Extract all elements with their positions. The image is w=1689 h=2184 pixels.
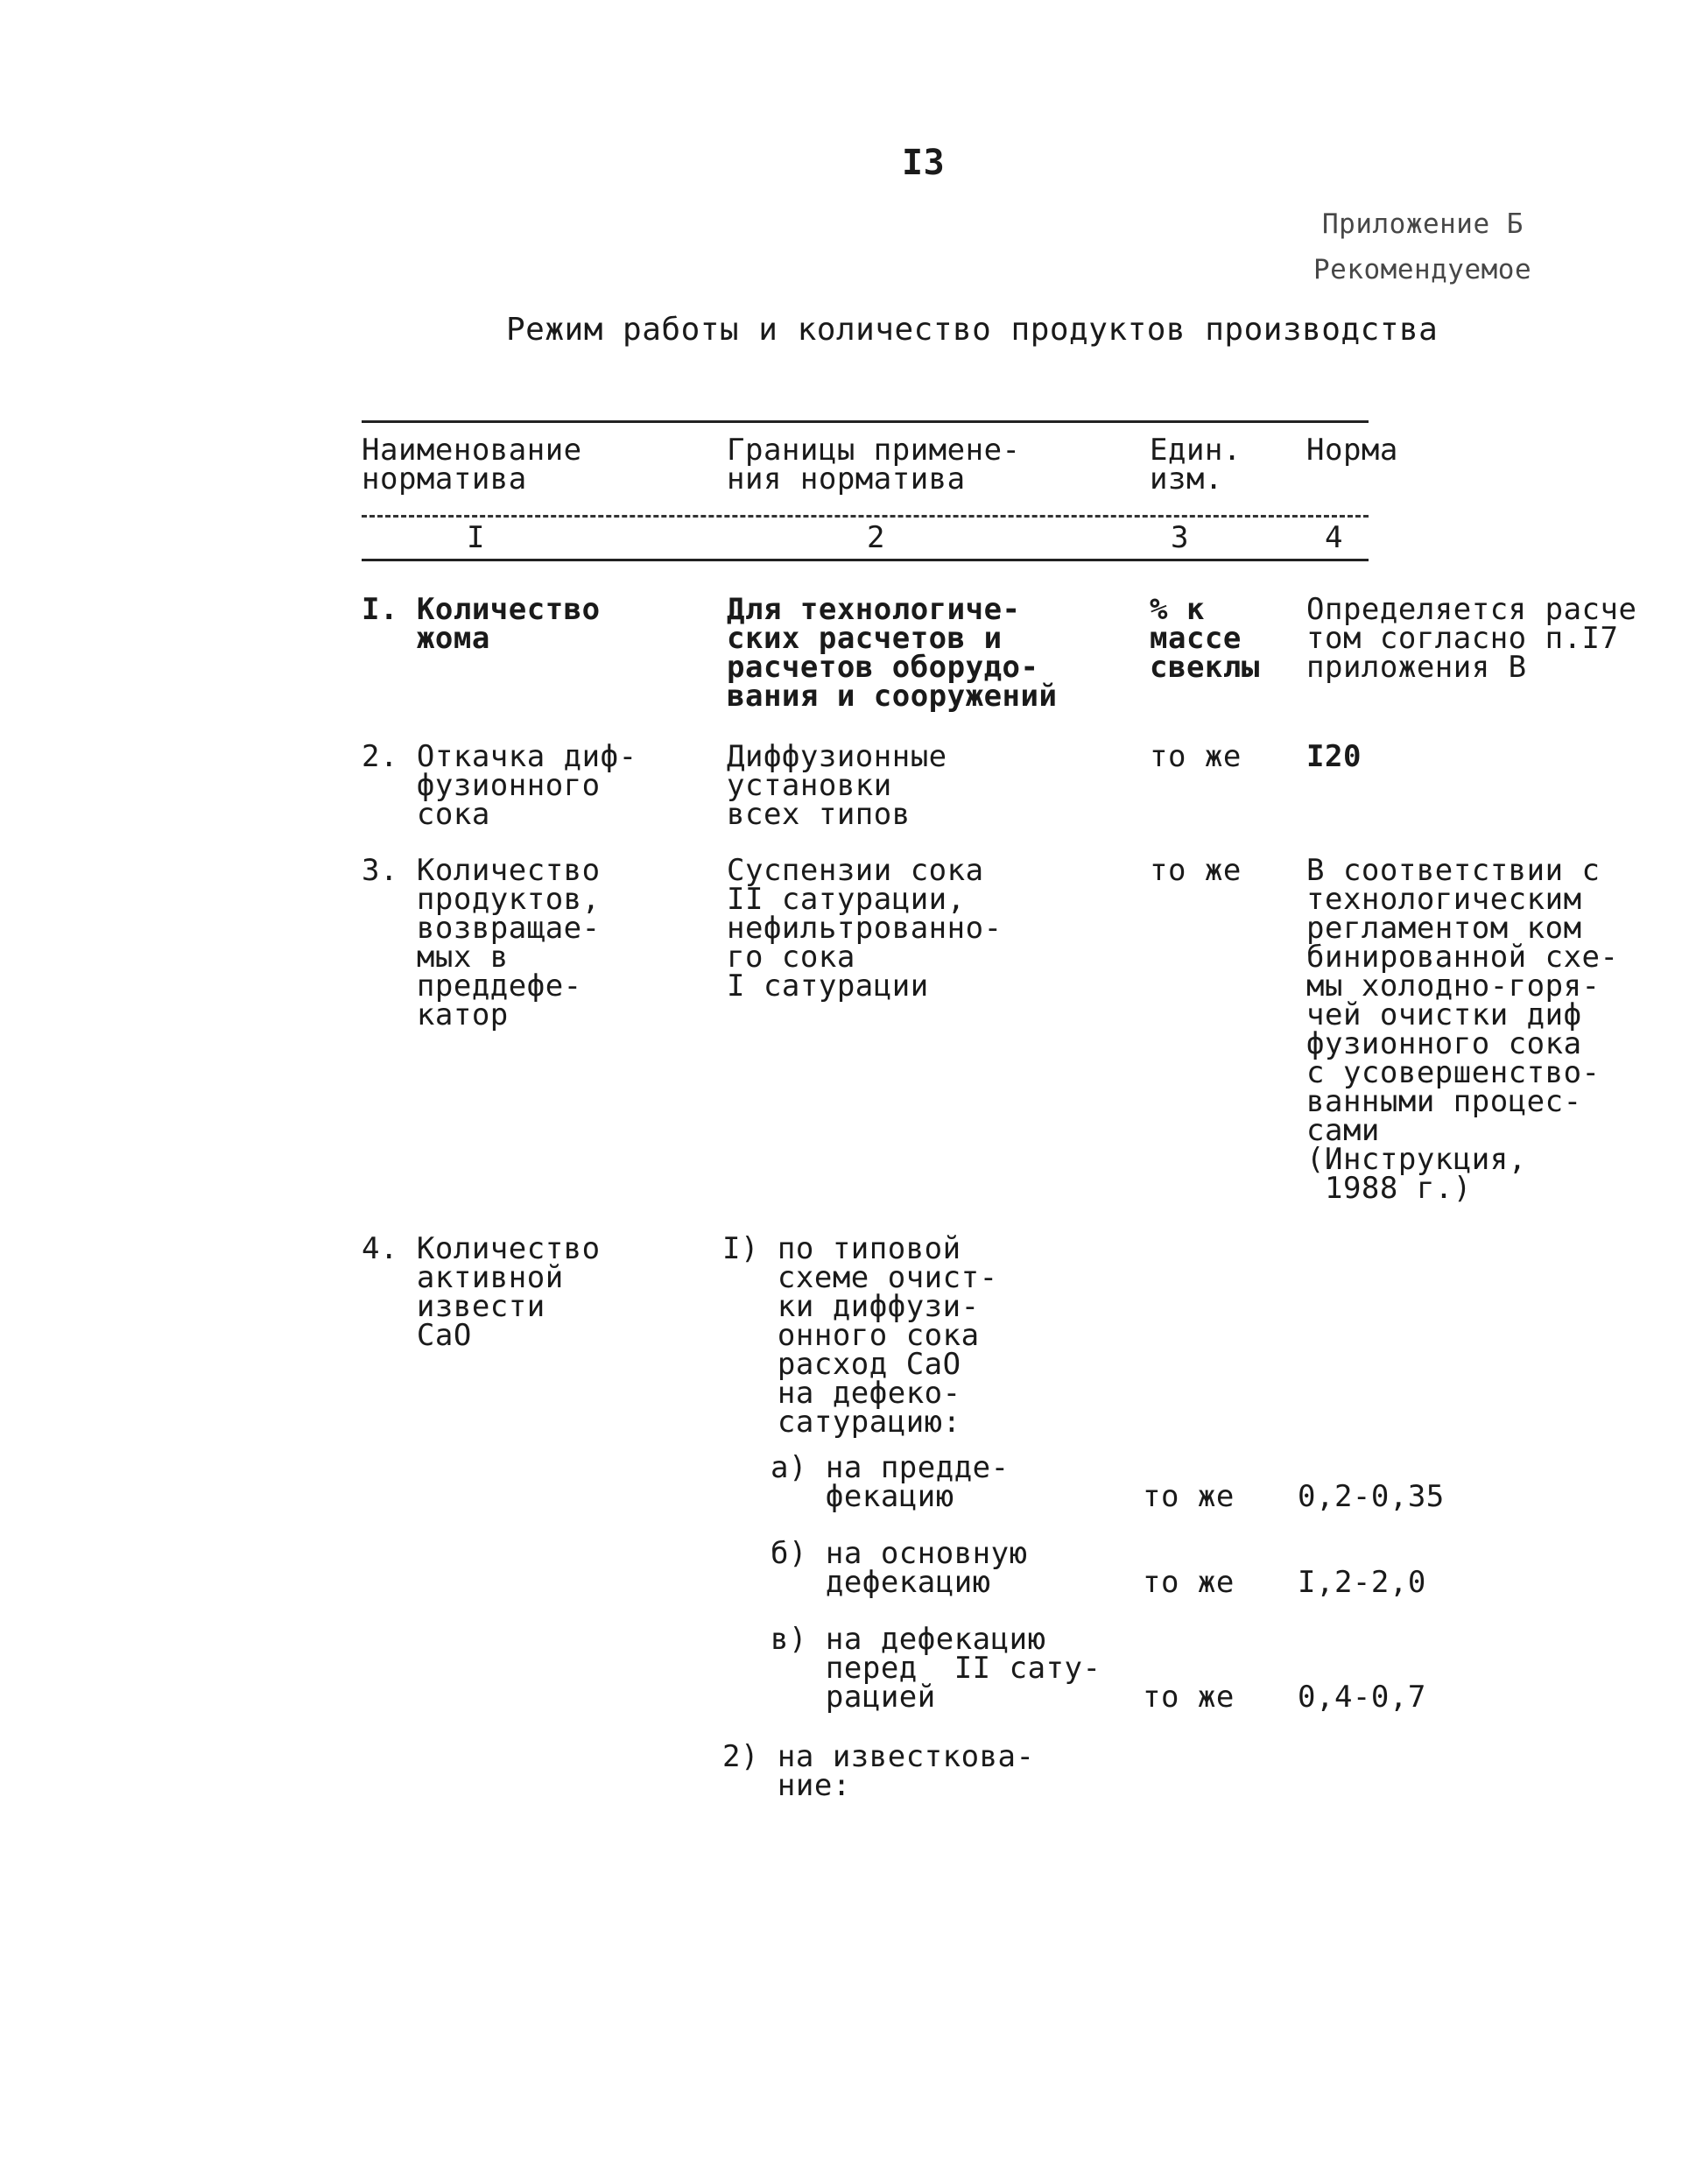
column-number-2: 2 [867,520,885,555]
row-4-scope: I) по типовой схеме очист- ки диффузи- онного сока расход CaO на дефеко- сатурацию: [722,1231,998,1440]
row-1-norm: Определяется расче том согласно п.I7 приложения В [1306,592,1637,685]
page-number: I3 [902,143,946,183]
row-2-name: 2. Откачка диф- фузионного сока [362,739,637,832]
row-3-unit: то же [1150,853,1242,888]
subrow-a-unit: то же [1143,1479,1235,1514]
header-name: Наименование норматива [362,433,582,497]
row-3-norm: В соответствии с технологическим регламентом ком бинированной схе- мы холодно-горя- чей очистки диф фузионного сока с усовершенство- ванными процес- сами (Инструкция, 1988 г.) [1306,853,1619,1206]
header-rule [362,515,1369,518]
subrow-a-norm: 0,2-0,35 [1298,1479,1445,1514]
row-3-name: 3. Количество продуктов, возвращае- мых в преддефе- катор [362,853,601,1032]
subrow-c-label: в) на дефекацию перед II сату- рацией [771,1622,1101,1715]
subrow-a-label: а) на предде- фекацию [771,1450,1010,1514]
row-1-scope: Для технологиче- ских расчетов и расчетов оборудо- вания и сооружений [727,592,1058,714]
header-scope: Границы примене- ния норматива [727,433,1021,497]
header-unit: Един. изм. [1150,433,1242,497]
appendix-sublabel: Рекомендуемое [1313,254,1532,285]
row-2-norm: I20 [1306,739,1362,774]
subrow-b-norm: I,2-2,0 [1298,1565,1426,1600]
column-number-1: I [467,520,485,555]
item-2-liming: 2) на известкова- ние: [722,1739,1035,1803]
row-3-scope: Суспензии сока II сатурации, нефильтрованно- го сока I сатурации [727,853,1003,1004]
subrow-c-norm: 0,4-0,7 [1298,1680,1426,1715]
subrow-b-unit: то же [1143,1565,1235,1600]
row-1-unit: % к массе свеклы [1150,592,1260,685]
row-4-name: 4. Количество активной извести CaO [362,1231,601,1353]
header-norm: Норма [1306,433,1398,468]
column-number-3: 3 [1171,520,1189,555]
document-title: Режим работы и количество продуктов производства [506,312,1439,348]
subrow-c-unit: то же [1143,1680,1235,1715]
column-number-rule [362,559,1369,561]
row-2-scope: Диффузионные установки всех типов [727,739,947,832]
row-2-unit: то же [1150,739,1242,774]
appendix-label: Приложение Б [1322,208,1524,240]
column-number-4: 4 [1325,520,1343,555]
subrow-b-label: б) на основную дефекацию [771,1536,1028,1600]
row-1-name: I. Количество жома [362,592,601,656]
table-top-rule [362,420,1369,423]
